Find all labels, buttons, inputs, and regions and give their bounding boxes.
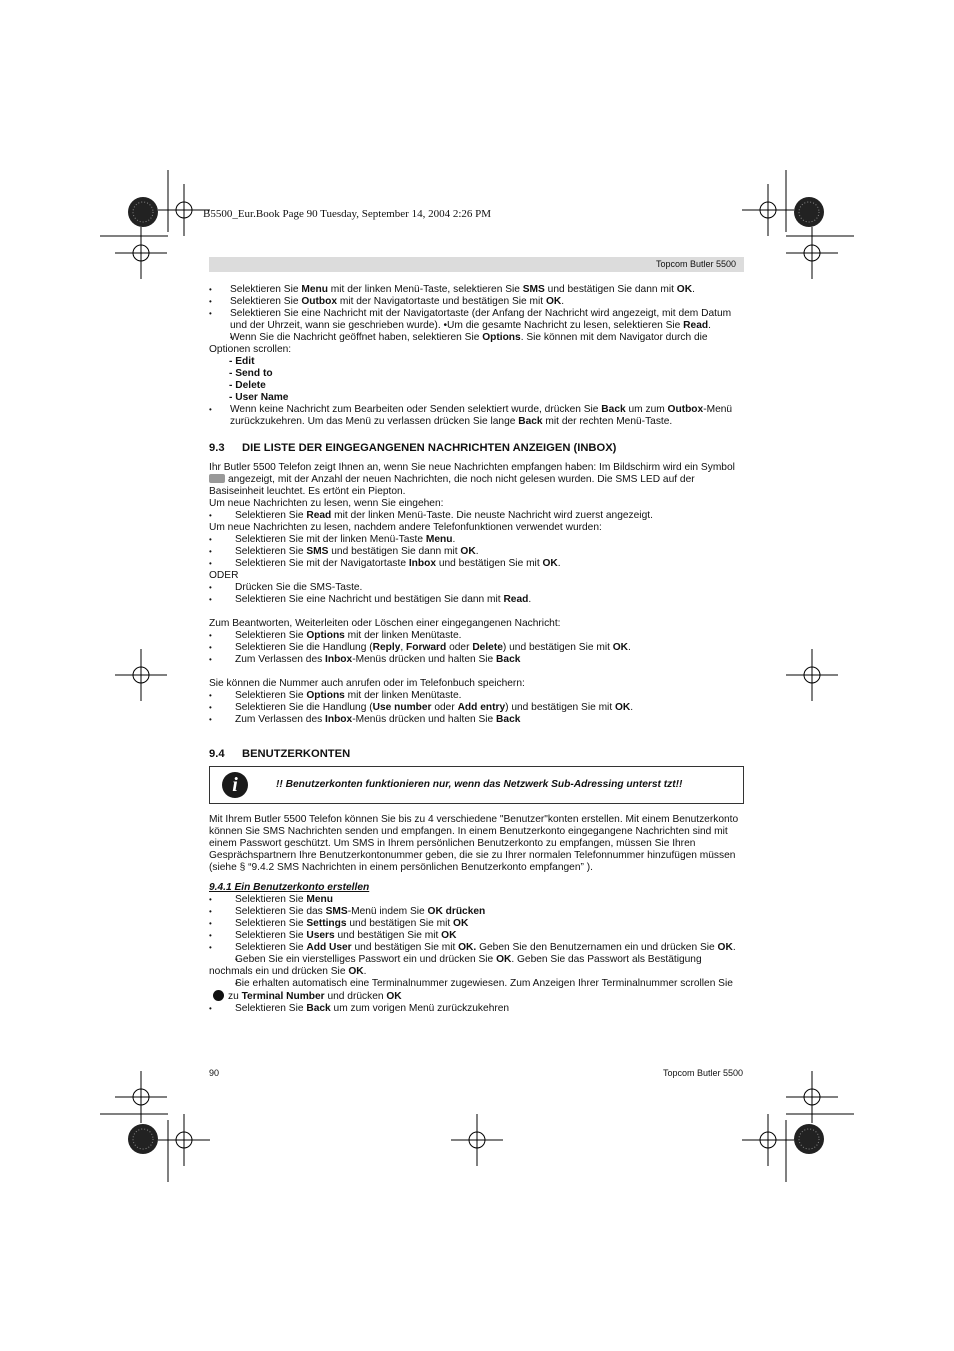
paragraph: Ihr Butler 5500 Telefon zeigt Ihnen an, wenn Sie neue Nachrichten empfangen haben: Im Bildschirm wird ein Symbol angezeigt, mit der Anzahl der neuen Nachrichten, die noch nicht gelesen wurden. Die SMS LED auf der Basiseinheit leuchtet. Es ertönt ein Piepton. <box>209 462 735 497</box>
subsection-heading: 9.4.1 Ein Benutzerkonto erstellen <box>209 882 370 893</box>
note-text: !! Benutzerkonten funktionieren nur, wenn das Netzwerk Sub-Adressing unterst tzt!! <box>276 779 683 790</box>
option-item: - Edit <box>229 356 255 367</box>
section-heading: 9.3 DIE LISTE DER EINGEGANGENEN NACHRICHTEN ANZEIGEN (INBOX) <box>209 442 617 454</box>
list-item: • Selektieren Sie Users und bestätigen Sie mit OK <box>209 930 744 942</box>
paragraph: ODER <box>209 570 239 581</box>
list-item: • Selektieren Sie Outbox mit der Navigatortaste und bestätigen Sie mit OK. <box>209 296 744 308</box>
option-item: - Send to <box>229 368 273 379</box>
list-item: • Zum Verlassen des Inbox-Menüs drücken und halten Sie Back <box>209 714 744 726</box>
list-item: • Selektieren Sie die Handlung (Use number oder Add entry) und bestätigen Sie mit OK. <box>209 702 744 714</box>
navigator-key-icon <box>213 990 224 1001</box>
list-item: • Selektieren Sie Options mit der linken Menütaste. <box>209 630 744 642</box>
paragraph: Mit Ihrem Butler 5500 Telefon können Sie bis zu 4 verschiedene "Benutzer"konten erstellen. Mit einem Benutzerkonto können Sie SMS Nachrichten senden und empfangen. In einem Benutzerkonto eingegangene Nachrichten sind mit einem Passwort geschützt. Um SMS in Ihrem persönlichen Benutzerkonto zu empfangen, müssen Sie Ihren Gesprächspartnern Ihre Benutzerkontonummer geben, die sie zu Ihrer normalen Telefonnummer hinzufügen müssen (siehe § “9.4.2 SMS Nachrichten in einem persönlichen Benutzerkonto empfangen” ). <box>209 814 739 873</box>
list-item: • Selektieren Sie SMS und bestätigen Sie dann mit OK. <box>209 546 744 558</box>
list-item: • Selektieren Sie die Handlung (Reply, Forward oder Delete) und bestätigen Sie mit OK. <box>209 642 744 654</box>
page-body <box>209 284 744 1015</box>
list-item: • Selektieren Sie Options mit der linken Menütaste. <box>209 690 744 702</box>
header-product: Topcom Butler 5500 <box>655 259 736 269</box>
list-item: • Selektieren Sie eine Nachricht und bestätigen Sie dann mit Read. <box>209 594 744 606</box>
list-item: • Selektieren Sie eine Nachricht mit der Navigatortaste (der Anfang der Nachricht wird angezeigt, mit dem Datum und der Uhrzeit, wann sie geschrieben wurde). •Um die gesamte Nachricht zu lesen, selektieren Sie Read. <box>209 308 744 332</box>
list-item: • Selektieren Sie das SMS-Menü indem Sie OK drücken <box>209 906 744 918</box>
running-header <box>209 257 744 272</box>
list-item: • Sie erhalten automatisch eine Terminalnummer zugewiesen. Zum Anzeigen Ihrer Terminalnummer scrollen Sie <box>209 978 744 990</box>
footer-product: Topcom Butler 5500 <box>662 1068 743 1078</box>
list-item: • Drücken Sie die SMS-Taste. <box>209 582 744 594</box>
paragraph: Um neue Nachrichten zu lesen, wenn Sie eingehen: <box>209 498 444 509</box>
info-note <box>209 766 744 804</box>
list-item: • Selektieren Sie Back um zum vorigen Menü zurückzukehren <box>209 1003 744 1015</box>
list-item: • Selektieren Sie mit der linken Menü-Taste Menu. <box>209 534 744 546</box>
list-item: • Selektieren Sie Read mit der linken Menü-Taste. Die neuste Nachricht wird zuerst angezeigt. <box>209 510 744 522</box>
option-item: - User Name <box>229 392 289 403</box>
page-number: 90 <box>209 1068 220 1078</box>
paragraph: Zum Beantworten, Weiterleiten oder Löschen einer eingegangenen Nachricht: <box>209 618 561 629</box>
list-item: • Selektieren Sie Menu mit der linken Menü-Taste, selektieren Sie SMS und bestätigen Sie dann mit OK. <box>209 284 744 296</box>
list-item: • Geben Sie ein vierstelliges Passwort ein und drücken Sie OK. Geben Sie das Passwort als Bestätigung nochmals ein und drücken Sie OK. <box>209 954 744 978</box>
paragraph: Um neue Nachrichten zu lesen, nachdem andere Telefonfunktionen verwendet wurden: <box>209 522 602 533</box>
list-item-continued: zu Terminal Number und drücken OK <box>209 990 744 1003</box>
sms-envelope-icon <box>209 474 225 483</box>
list-item: • Selektieren Sie mit der Navigatortaste Inbox und bestätigen Sie mit OK. <box>209 558 744 570</box>
list-item: • Selektieren Sie Add User und bestätigen Sie mit OK. Geben Sie den Benutzernamen ein und drücken Sie OK. <box>209 942 744 954</box>
paragraph: Sie können die Nummer auch anrufen oder im Telefonbuch speichern: <box>209 678 525 689</box>
print-header: B5500_Eur.Book Page 90 Tuesday, September 14, 2004 2:26 PM <box>203 208 492 220</box>
list-item: • Selektieren Sie Menu <box>209 894 744 906</box>
list-item: • Wenn Sie die Nachricht geöffnet haben, selektieren Sie Options. Sie können mit dem Navigator durch die Optionen scrollen: <box>209 332 744 356</box>
section-heading: 9.4 BENUTZERKONTEN <box>209 748 351 760</box>
option-item: - Delete <box>229 380 266 391</box>
list-item: • Zum Verlassen des Inbox-Menüs drücken und halten Sie Back <box>209 654 744 666</box>
list-item: • Selektieren Sie Settings und bestätigen Sie mit OK <box>209 918 744 930</box>
list-item: • Wenn keine Nachricht zum Bearbeiten oder Senden selektiert wurde, drücken Sie Back um zum Outbox-Menü zurückzukehren. Um das Menü zu verlassen drücken Sie lange Back mit der rechten Menü-Taste. <box>209 404 744 428</box>
info-icon: i <box>222 772 248 798</box>
